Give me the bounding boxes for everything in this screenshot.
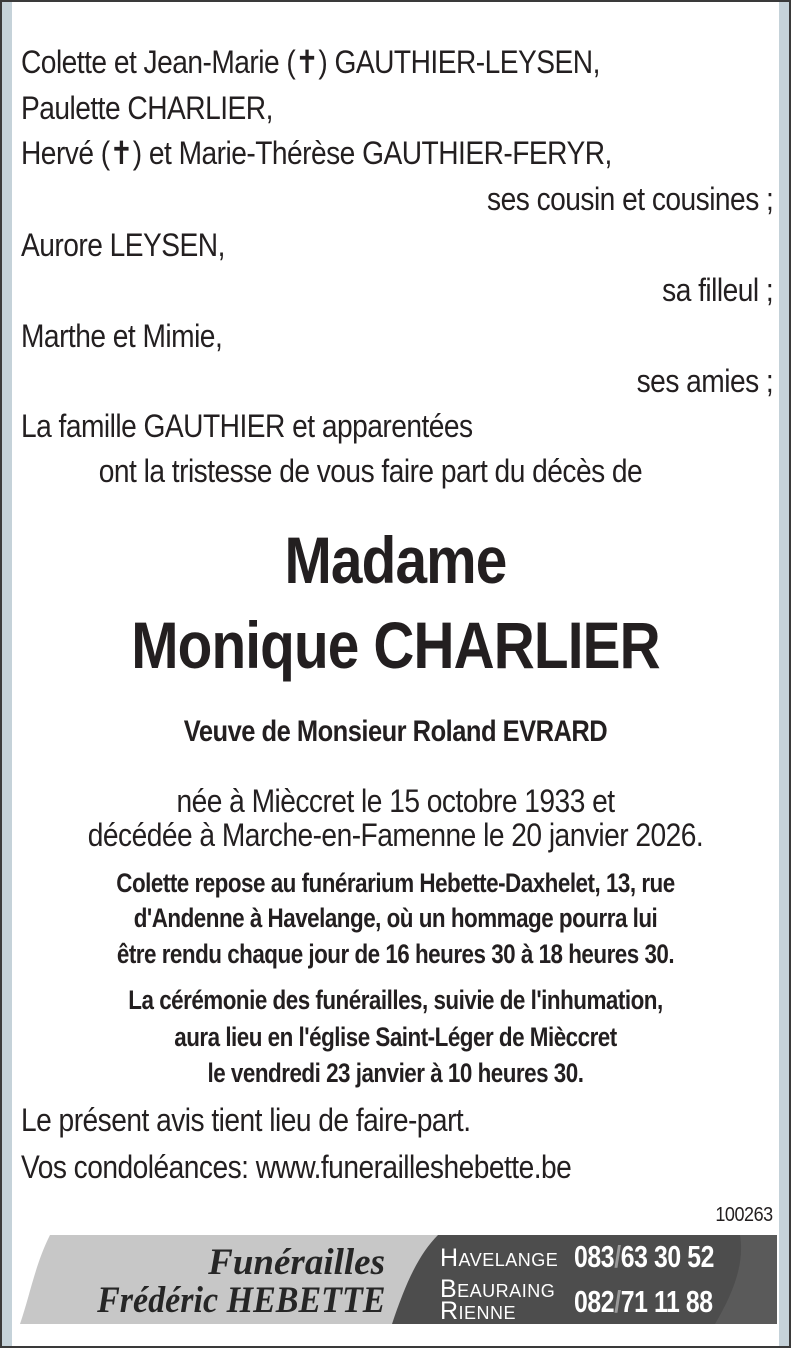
phone-beauraing: 082/71 11 88 [574,1284,713,1319]
cross-icon: ✝ [295,44,319,80]
relation-cousins: ses cousin et cousines ; [486,181,773,217]
town-havelange: Havelange [440,1244,559,1272]
deceased-name: Monique CHARLIER [131,608,660,682]
faire-part-note: Le présent avis tient lieu de faire-part. [21,1102,471,1138]
family-line-aurore: Aurore LEYSEN, [21,227,225,263]
viewing-line-1: Colette repose au funérarium Hebette-Daxhelet, 13, rue [116,868,675,898]
family-line-friends: Marthe et Mimie, [21,318,223,354]
brand-line-1: Funérailles [208,1242,385,1283]
death-line: décédée à Marche-en-Famenne le 20 janvier 2026. [87,817,704,853]
relation-filleul: sa filleul ; [661,272,773,308]
phone-havelange: 083/63 30 52 [574,1239,715,1274]
town-beauraing: Beauraing [440,1275,556,1303]
family-line-gauthier: La famille GAUTHIER et apparentées [21,408,473,444]
deceased-title: Madame [284,523,507,597]
cross-icon: ✝ [109,135,133,171]
town-rienne: Rienne [440,1297,517,1324]
widow-of: Veuve de Monsieur Roland EVRARD [183,715,608,748]
viewing-line-2: d'Andenne à Havelange, où un hommage pourra lui [133,903,658,933]
relation-amies: ses amies ; [636,363,773,399]
notice-paper [12,2,779,1346]
family-line-3: Hervé (✝) et Marie-Thérèse GAUTHIER-FERYR, [21,135,612,171]
ceremony-line-3: le vendredi 23 janvier à 10 heures 30. [207,1058,584,1088]
condolences-line: Vos condoléances: www.funerailleshebette.be [21,1149,572,1185]
funeral-home-banner [20,1235,777,1324]
viewing-line-3: être rendu chaque jour de 16 heures 30 à 18 heures 30. [116,939,675,969]
announcement-line: ont la tristesse de vous faire part du décès de [98,453,643,489]
family-line-2: Paulette CHARLIER, [21,90,273,126]
birth-line: née à Mièccret le 15 octobre 1933 et [176,783,615,819]
reference-number: 100263 [715,1204,773,1226]
family-line-1: Colette et Jean-Marie (✝) GAUTHIER-LEYSEN, [21,44,600,80]
ceremony-line-1: La cérémonie des funérailles, suivie de l'inhumation, [128,985,663,1015]
brand-line-2: Frédéric HEBETTE [96,1280,385,1321]
ceremony-line-2: aura lieu en l'église Saint-Léger de Mièccret [174,1022,617,1052]
